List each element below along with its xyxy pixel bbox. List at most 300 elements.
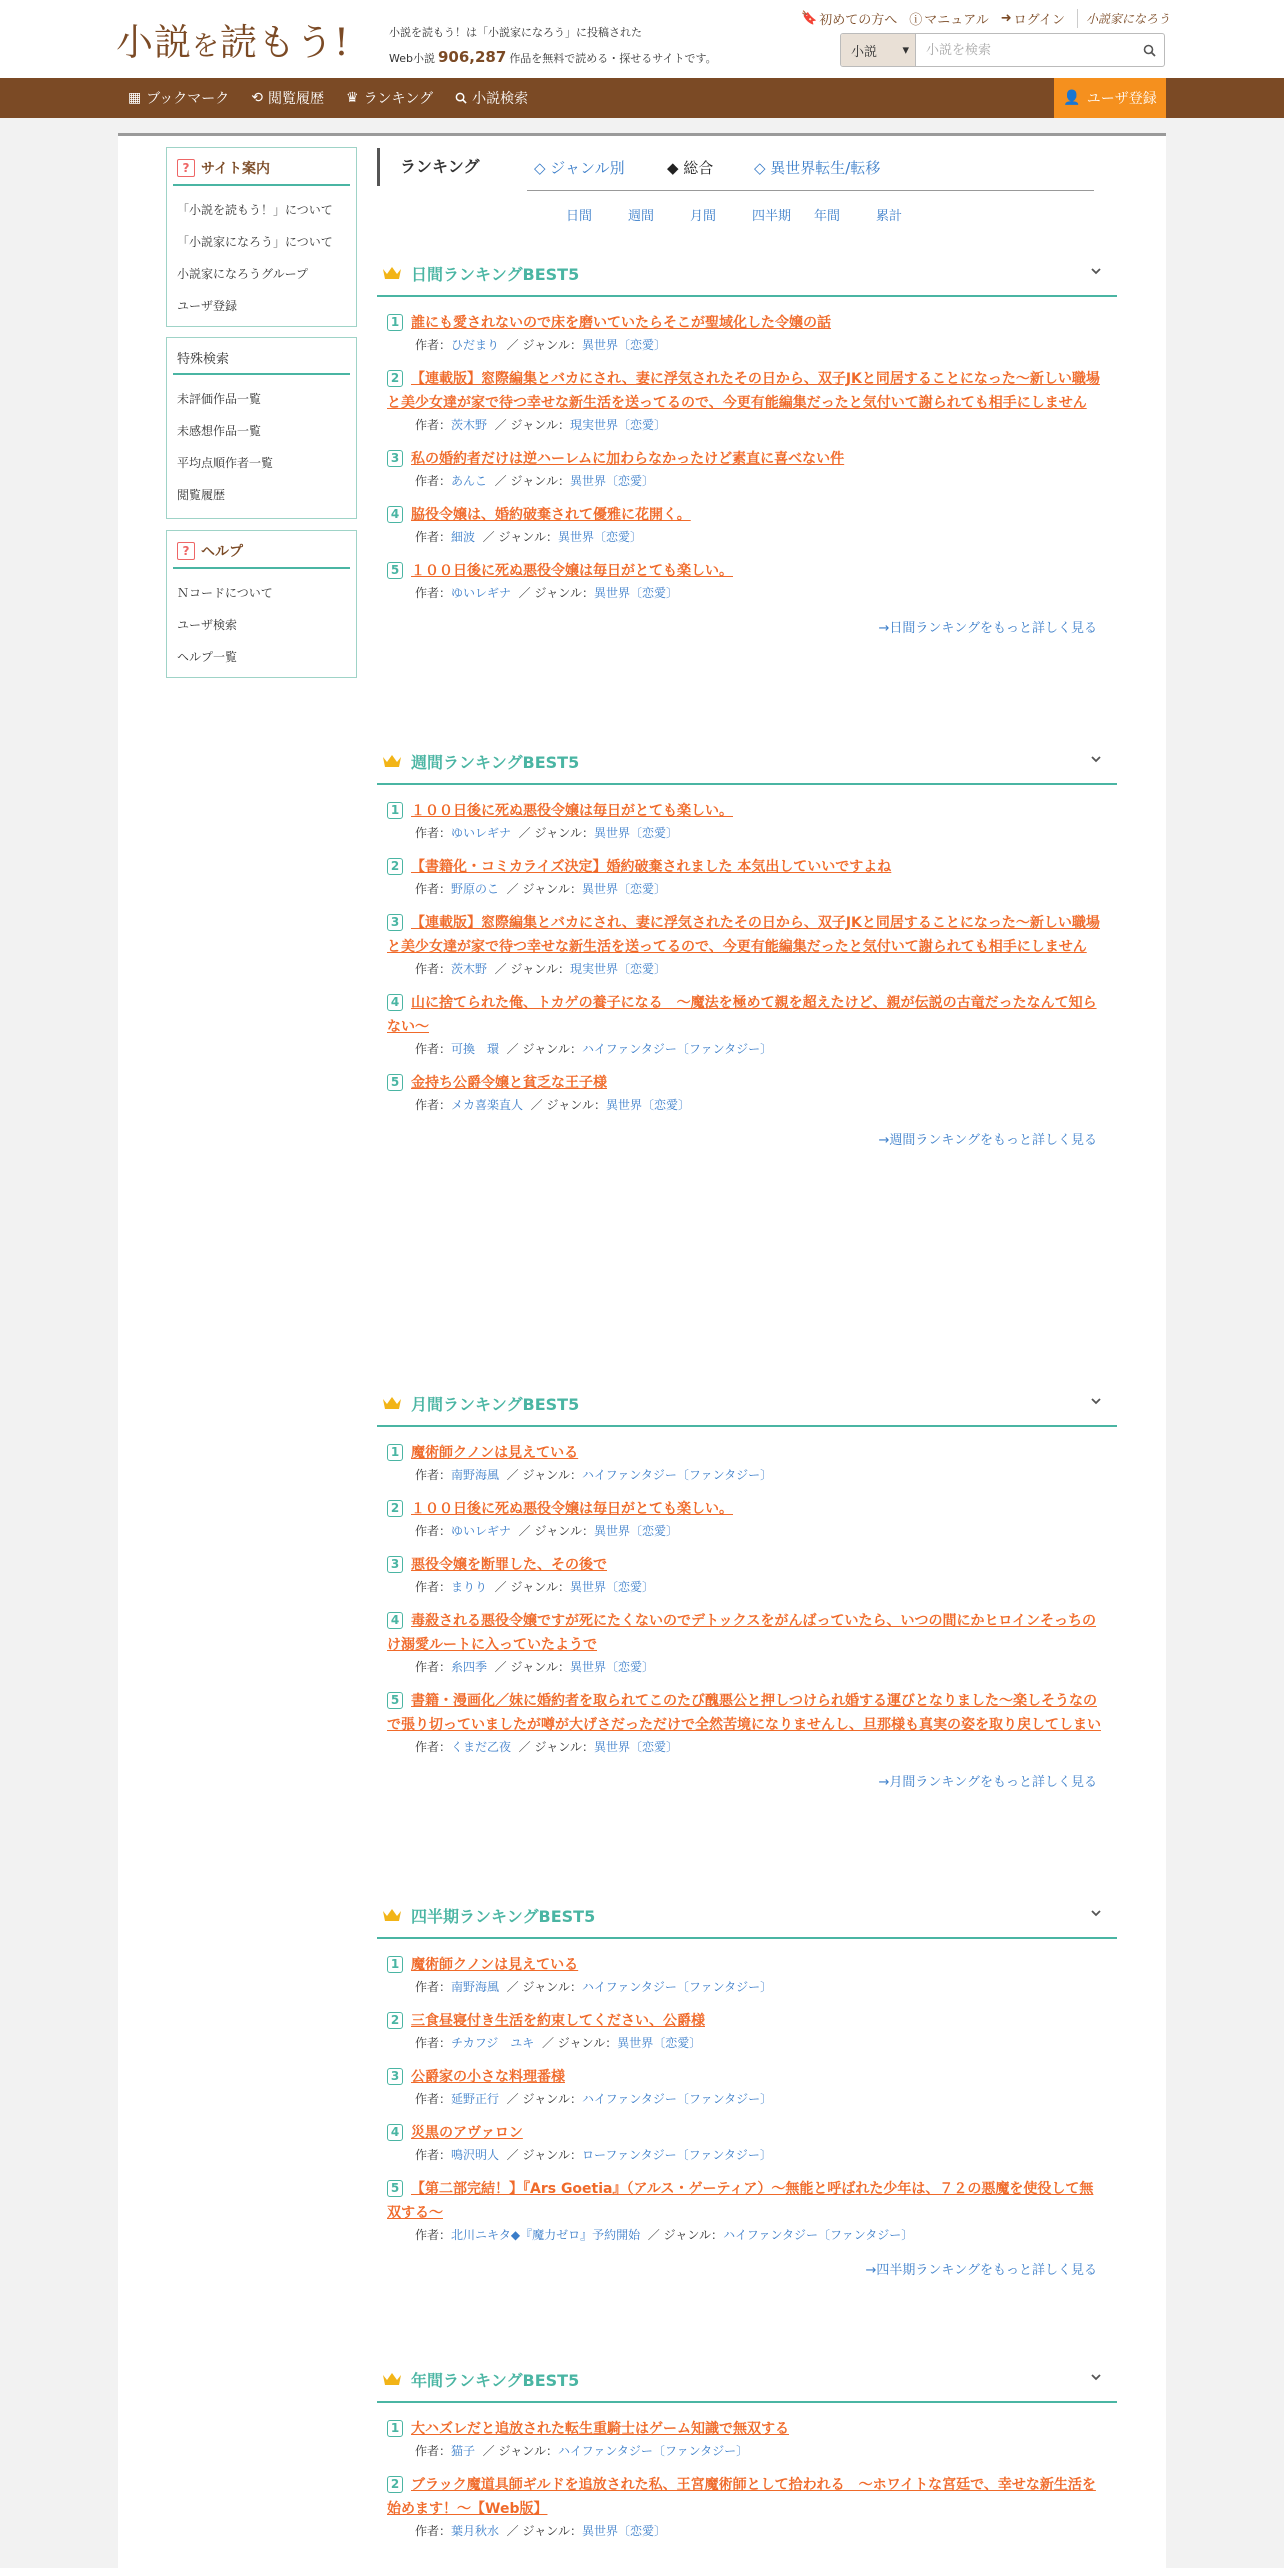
ranking-list bbox=[377, 1427, 1117, 1757]
sidebar-special-title-text: 特殊検索 bbox=[177, 352, 230, 367]
novel-meta bbox=[387, 335, 1107, 355]
author-link[interactable]: 鳴沢明人 bbox=[451, 2148, 500, 2162]
author-label: 作者： bbox=[415, 882, 452, 896]
genre-label: ／ ジャンル： bbox=[518, 1740, 594, 1754]
genre-label: ／ ジャンル： bbox=[494, 962, 570, 976]
tab-total[interactable]: ◆ 総合 bbox=[667, 159, 714, 177]
crown-icon bbox=[381, 1394, 403, 1412]
novel-title-link[interactable] bbox=[387, 311, 1107, 335]
novel-title-link[interactable] bbox=[387, 855, 1107, 879]
rank-number-badge: 1 bbox=[387, 314, 403, 331]
period-cumulative[interactable]: 累計 bbox=[876, 209, 903, 224]
ranking-list bbox=[377, 785, 1117, 1115]
ranking-item bbox=[377, 367, 1117, 435]
author-link[interactable]: 茨木野 bbox=[451, 418, 488, 432]
ranking-section-title: 日間ランキングBEST5 bbox=[411, 264, 580, 284]
novel-meta bbox=[387, 2033, 1107, 2053]
genre-link[interactable]: ハイファンタジー〔ファンタジー〕 bbox=[581, 1980, 773, 1994]
author-label: 作者： bbox=[415, 1524, 452, 1538]
novel-title: 悪役令嬢を断罪した、その後で bbox=[411, 1557, 607, 1573]
rank-number-badge: 2 bbox=[387, 2476, 403, 2493]
novel-title: 三食昼寝付き生活を約束してください、公爵様 bbox=[411, 2013, 705, 2029]
novel-meta bbox=[387, 2225, 1107, 2245]
author-label: 作者： bbox=[415, 338, 452, 352]
sidebar-help-title bbox=[173, 531, 350, 569]
author-link[interactable]: 細波 bbox=[451, 530, 476, 544]
author-label: 作者： bbox=[415, 1580, 452, 1594]
sidebar-item-history[interactable]: 閲覧履歴 bbox=[177, 488, 226, 502]
main-nav bbox=[0, 78, 1284, 118]
genre-label: ／ ジャンル： bbox=[541, 2036, 618, 2050]
rank-number-badge: 1 bbox=[387, 1444, 403, 1461]
author-link[interactable]: 可換 環 bbox=[451, 1042, 500, 1056]
ranking-section-title: 年間ランキングBEST5 bbox=[411, 2370, 580, 2390]
author-label: 作者： bbox=[415, 474, 452, 488]
ranking-section bbox=[377, 251, 1117, 636]
ranking-tab-bar bbox=[377, 148, 1094, 192]
genre-label: ／ ジャンル： bbox=[482, 2444, 558, 2458]
genre-label: ／ ジャンル： bbox=[506, 2148, 582, 2162]
genre-label: ／ ジャンル： bbox=[506, 1468, 582, 1482]
author-link[interactable]: 葉月秋水 bbox=[451, 2524, 500, 2538]
novel-meta bbox=[387, 1977, 1107, 1997]
site-header bbox=[0, 0, 1284, 78]
genre-label: ／ ジャンル： bbox=[518, 586, 594, 600]
nav-bookmark[interactable] bbox=[128, 88, 229, 108]
rank-number-badge: 2 bbox=[387, 2012, 403, 2029]
genre-link[interactable]: 異世界〔恋愛〕 bbox=[593, 1740, 678, 1754]
genre-link[interactable]: ハイファンタジー〔ファンタジー〕 bbox=[581, 2092, 773, 2106]
novel-title-link[interactable] bbox=[387, 1497, 1107, 1521]
rank-number-badge: 5 bbox=[387, 1692, 403, 1709]
novel-title: 金持ち公爵令嬢と貧乏な王子様 bbox=[411, 1075, 607, 1091]
sidebar-help-title-text: ヘルプ bbox=[201, 544, 243, 560]
first-time-label: 初めての方へ bbox=[819, 13, 898, 28]
genre-link[interactable]: ローファンタジー〔ファンタジー〕 bbox=[581, 2148, 772, 2162]
genre-link[interactable]: ハイファンタジー〔ファンタジー〕 bbox=[581, 1042, 773, 1056]
nav-history[interactable] bbox=[251, 88, 324, 108]
author-label: 作者： bbox=[415, 2036, 452, 2050]
author-link[interactable]: 延野正行 bbox=[451, 2092, 500, 2106]
genre-label: ／ ジャンル： bbox=[506, 1980, 582, 1994]
ranking-section-header[interactable] bbox=[377, 1893, 1117, 1939]
rank-number-badge: 5 bbox=[387, 2180, 403, 2197]
novel-title: 大ハズレだと追放された転生重騎士はゲーム知識で無双する bbox=[411, 2421, 789, 2437]
author-label: 作者： bbox=[415, 826, 452, 840]
novel-title: 災黒のアヴァロン bbox=[411, 2125, 523, 2141]
ranking-section-title: 月間ランキングBEST5 bbox=[411, 1394, 580, 1414]
search-box bbox=[840, 33, 1165, 67]
novel-title-link[interactable] bbox=[387, 1689, 1107, 1737]
crown-icon bbox=[381, 1906, 403, 1924]
author-link[interactable]: 南野海風 bbox=[451, 1468, 500, 1482]
nav-search[interactable] bbox=[455, 88, 528, 108]
period-daily[interactable]: 日間 bbox=[566, 209, 593, 224]
novel-meta bbox=[387, 1039, 1107, 1059]
author-link[interactable]: あんこ bbox=[451, 474, 488, 488]
ranking-section-title: 週間ランキングBEST5 bbox=[411, 752, 580, 772]
novel-title: １００日後に死ぬ悪役令嬢は毎日がとても楽しい。 bbox=[411, 1501, 733, 1517]
ranking-list bbox=[377, 1939, 1117, 2245]
sidebar-item-unrated[interactable]: 未評価作品一覧 bbox=[177, 392, 262, 406]
login-link[interactable] bbox=[1001, 9, 1065, 28]
novel-meta bbox=[387, 1737, 1107, 1757]
ranking-item bbox=[377, 311, 1117, 355]
more-ranking-link[interactable]: →週間ランキングをもっと詳しく見る bbox=[878, 1133, 1097, 1148]
help-circle-icon: ⓘ bbox=[909, 13, 923, 28]
nav-history-label: 閲覧履歴 bbox=[268, 91, 324, 107]
more-ranking-link[interactable]: →月間ランキングをもっと詳しく見る bbox=[878, 1775, 1097, 1790]
genre-label: ／ ジャンル： bbox=[494, 474, 570, 488]
novel-title-link[interactable] bbox=[387, 991, 1107, 1039]
novel-title-link[interactable] bbox=[387, 1953, 1107, 1977]
novel-title: ブラック魔道具師ギルドを追放された私、王宮魔術師として拾われる ～ホワイトな宮廷で、幸せな新生活を始めます！～【Web版】 bbox=[387, 2477, 1096, 2517]
novel-title: 脇役令嬢は、婚約破棄されて優雅に花開く。 bbox=[411, 507, 691, 523]
novel-title-link[interactable] bbox=[387, 367, 1107, 415]
chevron-down-icon: ▾ bbox=[902, 42, 909, 58]
author-link[interactable]: 糸四季 bbox=[451, 1660, 488, 1674]
rank-number-badge: 4 bbox=[387, 1612, 403, 1629]
ranking-item bbox=[377, 1071, 1117, 1115]
genre-label: ／ ジャンル： bbox=[506, 338, 582, 352]
ranking-section bbox=[377, 1893, 1117, 2278]
author-link[interactable]: 南野海風 bbox=[451, 1980, 500, 1994]
rank-number-badge: 3 bbox=[387, 1556, 403, 1573]
naro-logo-link[interactable]: 小説家になろう bbox=[1077, 9, 1170, 28]
novel-title: 【連載版】窓際編集とバカにされ、妻に浮気されたその日から、双子JKと同居することになった〜新しい職場と美少女達が家で待つ幸せな新生活を送ってるので、今更有能編集だったと気付いて謝られても相手にしません bbox=[387, 371, 1100, 411]
author-link[interactable]: 野原のこ bbox=[451, 882, 500, 896]
novel-title: 公爵家の小さな料理番様 bbox=[411, 2069, 565, 2085]
sidebar-guide bbox=[166, 147, 357, 327]
user-register-label: ユーザ登録 bbox=[1086, 91, 1157, 107]
ranking-item bbox=[377, 1497, 1117, 1541]
sidebar-item-about-yomou[interactable]: 「小説を読もう！」について bbox=[177, 203, 333, 217]
site-logo[interactable]: 小説を読もう! bbox=[116, 21, 350, 64]
rank-number-badge: 1 bbox=[387, 802, 403, 819]
novel-meta bbox=[387, 2521, 1107, 2541]
novel-title: 毒殺される悪役令嬢ですが死にたくないのでデトックスをがんばっていたら、いつの間にかヒロインそっちのけ溺愛ルートに入っていたようで bbox=[387, 1613, 1097, 1653]
sidebar-help bbox=[166, 530, 357, 678]
ranking-item bbox=[377, 1689, 1117, 1757]
author-link[interactable]: 猫子 bbox=[451, 2444, 476, 2458]
ranking-list bbox=[377, 2403, 1117, 2541]
novel-meta bbox=[387, 1521, 1107, 1541]
chevron-down-icon[interactable] bbox=[1089, 1906, 1103, 1920]
search-button[interactable] bbox=[1134, 34, 1164, 66]
genre-label: ／ ジャンル： bbox=[530, 1098, 606, 1112]
ranking-item bbox=[377, 1609, 1117, 1677]
user-register-button[interactable] bbox=[1054, 78, 1166, 118]
site-description: 小説を読もう！は「小説家になろう」に投稿された bbox=[389, 26, 642, 39]
author-label: 作者： bbox=[415, 2524, 452, 2538]
period-quarterly[interactable]: 四半期 bbox=[752, 209, 792, 224]
ranking-item bbox=[377, 2009, 1117, 2053]
genre-link[interactable]: 異世界〔恋愛〕 bbox=[569, 1660, 654, 1674]
author-label: 作者： bbox=[415, 530, 452, 544]
genre-link[interactable]: 異世界〔恋愛〕 bbox=[593, 586, 678, 600]
novel-meta bbox=[387, 1577, 1107, 1597]
novel-meta bbox=[387, 527, 1107, 547]
login-label: ログイン bbox=[1013, 13, 1065, 28]
genre-label: ／ ジャンル： bbox=[494, 1660, 570, 1674]
period-yearly[interactable]: 年間 bbox=[814, 209, 841, 224]
novel-title-link[interactable] bbox=[387, 503, 1107, 527]
novel-title-link[interactable] bbox=[387, 2177, 1107, 2225]
novel-meta bbox=[387, 1095, 1107, 1115]
author-label: 作者： bbox=[415, 1740, 452, 1754]
ranking-item bbox=[377, 911, 1117, 979]
genre-label: ／ ジャンル： bbox=[494, 418, 570, 432]
sidebar-guide-title bbox=[173, 148, 350, 186]
novel-title: １００日後に死ぬ悪役令嬢は毎日がとても楽しい。 bbox=[411, 563, 733, 579]
novel-title: 魔術師クノンは見えている bbox=[411, 1445, 579, 1461]
ranking-section-header[interactable] bbox=[377, 2357, 1117, 2403]
author-label: 作者： bbox=[415, 1660, 452, 1674]
genre-label: ／ ジャンル： bbox=[506, 2524, 582, 2538]
tab-underline bbox=[527, 190, 1094, 191]
chevron-down-icon[interactable] bbox=[1089, 2370, 1103, 2384]
novel-title-link[interactable] bbox=[387, 799, 1107, 823]
rank-number-badge: 1 bbox=[387, 2420, 403, 2437]
genre-label: ／ ジャンル： bbox=[647, 2228, 724, 2242]
novel-title: 魔術師クノンは見えている bbox=[411, 1957, 579, 1973]
genre-link[interactable]: 異世界〔恋愛〕 bbox=[569, 474, 654, 488]
novel-title-link[interactable] bbox=[387, 447, 1107, 471]
search-icon bbox=[455, 92, 467, 104]
ranking-section-header[interactable] bbox=[377, 251, 1117, 297]
desc-suffix: 作品を無料で読める・探せるサイトです。 bbox=[509, 52, 717, 65]
author-label: 作者： bbox=[415, 1098, 452, 1112]
divider bbox=[118, 133, 1166, 136]
ranking-item bbox=[377, 2473, 1117, 2541]
chevron-down-icon[interactable] bbox=[1089, 752, 1103, 766]
author-link[interactable]: メカ喜楽直人 bbox=[451, 1098, 524, 1112]
author-label: 作者： bbox=[415, 1468, 452, 1482]
genre-label: ／ ジャンル： bbox=[506, 1042, 582, 1056]
author-link[interactable]: ゆいレギナ bbox=[451, 826, 512, 840]
search-type-select[interactable] bbox=[841, 34, 916, 66]
author-label: 作者： bbox=[415, 1042, 452, 1056]
novel-meta bbox=[387, 415, 1107, 435]
genre-label: ／ ジャンル： bbox=[518, 826, 594, 840]
sidebar-item-no-impression[interactable]: 未感想作品一覧 bbox=[177, 424, 262, 438]
sidebar-item-avg-score-authors[interactable]: 平均点順作者一覧 bbox=[177, 456, 274, 470]
genre-link[interactable]: 異世界〔恋愛〕 bbox=[605, 1098, 690, 1112]
search-type-value: 小説 bbox=[851, 44, 878, 60]
genre-link[interactable]: 現実世界〔恋愛〕 bbox=[569, 418, 666, 432]
manual-link[interactable] bbox=[909, 9, 989, 28]
novel-title: 【書籍化・コミカライズ決定】婚約破棄されました 本気出していいですよね bbox=[411, 859, 892, 875]
genre-link[interactable]: 異世界〔恋愛〕 bbox=[581, 338, 666, 352]
genre-link[interactable]: 異世界〔恋愛〕 bbox=[581, 2524, 666, 2538]
top-links bbox=[780, 9, 1170, 28]
novel-title: 山に捨てられた俺、トカゲの養子になる 〜魔法を極めて親を超えたけど、親が伝説の古竜だったなんて知らない〜 bbox=[387, 995, 1097, 1035]
rank-number-badge: 4 bbox=[387, 2124, 403, 2141]
genre-label: ／ ジャンル： bbox=[494, 1580, 570, 1594]
sidebar-item-ncode[interactable]: Ｎコードについて bbox=[177, 586, 273, 600]
author-link[interactable]: まりり bbox=[451, 1580, 488, 1594]
genre-label: ／ ジャンル： bbox=[482, 530, 558, 544]
rank-number-badge: 2 bbox=[387, 858, 403, 875]
history-icon: ⟲ bbox=[251, 90, 263, 106]
genre-link[interactable]: 異世界〔恋愛〕 bbox=[569, 1580, 654, 1594]
novel-title-link[interactable] bbox=[387, 2121, 1107, 2145]
author-link[interactable]: 北川ニキタ◆『魔力ゼロ』予約開始 bbox=[451, 2228, 641, 2242]
sidebar-special-search bbox=[166, 337, 357, 519]
sidebar-item-help-list[interactable]: ヘルプ一覧 bbox=[177, 650, 238, 664]
author-label: 作者： bbox=[415, 2228, 452, 2242]
genre-label: ／ ジャンル： bbox=[506, 2092, 582, 2106]
crown-icon bbox=[381, 264, 403, 282]
ranking-section-title: 四半期ランキングBEST5 bbox=[411, 1906, 596, 1926]
ranking-item bbox=[377, 2065, 1117, 2109]
ranking-item bbox=[377, 1553, 1117, 1597]
novel-meta bbox=[387, 959, 1107, 979]
ranking-section bbox=[377, 1381, 1117, 1790]
question-icon: ? bbox=[177, 542, 195, 560]
novel-title-link[interactable] bbox=[387, 1441, 1107, 1465]
author-label: 作者： bbox=[415, 586, 452, 600]
sidebar-item-user-search[interactable]: ユーザ検索 bbox=[177, 618, 238, 632]
nav-ranking-label: ランキング bbox=[363, 91, 434, 107]
genre-link[interactable]: ハイファンタジー〔ファンタジー〕 bbox=[723, 2228, 914, 2242]
novel-title: 【第二部完結！】『Ars Goetia』（アルス・ゲーティア）～無能と呼ばれた少年は、７２の悪魔を使役して無双する～ bbox=[387, 2181, 1094, 2221]
ranking-item bbox=[377, 503, 1117, 547]
novel-title-link[interactable] bbox=[387, 1553, 1107, 1577]
author-link[interactable]: くまだ乙夜 bbox=[451, 1740, 512, 1754]
manual-label: マニュアル bbox=[924, 13, 989, 28]
search-input[interactable] bbox=[916, 34, 1134, 66]
more-ranking-link[interactable]: →四半期ランキングをもっと詳しく見る bbox=[865, 2263, 1097, 2278]
user-icon: 👤 bbox=[1063, 90, 1081, 106]
crown-icon bbox=[381, 752, 403, 770]
novel-meta bbox=[387, 471, 1107, 491]
novel-title: 誰にも愛されないので床を磨いていたらそこが聖域化した令嬢の話 bbox=[411, 315, 831, 331]
sidebar-item-narou-group[interactable]: 小説家になろうグループ bbox=[177, 267, 309, 281]
ranking-section-header[interactable] bbox=[377, 1381, 1117, 1427]
ranking-item bbox=[377, 447, 1117, 491]
author-label: 作者： bbox=[415, 2444, 452, 2458]
genre-label: ／ ジャンル： bbox=[506, 882, 582, 896]
genre-link[interactable]: 異世界〔恋愛〕 bbox=[581, 882, 666, 896]
ranking-item bbox=[377, 559, 1117, 603]
rank-number-badge: 3 bbox=[387, 2068, 403, 2085]
site-work-count bbox=[389, 48, 717, 66]
rank-number-badge: 3 bbox=[387, 450, 403, 467]
more-ranking-link[interactable]: →日間ランキングをもっと詳しく見る bbox=[878, 621, 1097, 636]
tab-ranking[interactable]: ランキング bbox=[377, 148, 498, 186]
novel-title-link[interactable] bbox=[387, 2473, 1107, 2521]
rank-number-badge: 2 bbox=[387, 370, 403, 387]
novel-meta bbox=[387, 1465, 1107, 1485]
rank-number-badge: 2 bbox=[387, 1500, 403, 1517]
author-label: 作者： bbox=[415, 1980, 452, 1994]
novel-title: 私の婚約者だけは逆ハーレムに加わらなかったけど素直に喜べない件 bbox=[411, 451, 845, 467]
sidebar-item-user-register[interactable]: ユーザ登録 bbox=[177, 299, 238, 313]
author-link[interactable]: チカフジ ユキ bbox=[451, 2036, 535, 2050]
novel-meta bbox=[387, 583, 1107, 603]
ranking-item bbox=[377, 855, 1117, 899]
author-link[interactable]: ひだまり bbox=[451, 338, 500, 352]
novel-title: 【連載版】窓際編集とバカにされ、妻に浮気されたその日から、双子JKと同居することになった〜新しい職場と美少女達が家で待つ幸せな新生活を送ってるので、今更有能編集だったと気付いて謝られても相手にしません bbox=[387, 915, 1100, 955]
login-icon: ➜ bbox=[1000, 11, 1012, 26]
genre-link[interactable]: 異世界〔恋愛〕 bbox=[593, 1524, 678, 1538]
crown-icon: ♛ bbox=[346, 90, 359, 106]
rank-number-badge: 5 bbox=[387, 1074, 403, 1091]
author-label: 作者： bbox=[415, 2148, 452, 2162]
question-icon: ? bbox=[177, 159, 195, 177]
rank-number-badge: 4 bbox=[387, 994, 403, 1011]
author-link[interactable]: ゆいレギナ bbox=[451, 1524, 512, 1538]
author-link[interactable]: ゆいレギナ bbox=[451, 586, 512, 600]
search-icon bbox=[1143, 44, 1156, 57]
ranking-item bbox=[377, 1953, 1117, 1997]
tab-genre[interactable]: ◇ ジャンル別 bbox=[534, 159, 625, 177]
sidebar-guide-title-text: サイト案内 bbox=[201, 161, 271, 177]
author-label: 作者： bbox=[415, 962, 452, 976]
novel-title-link[interactable] bbox=[387, 2009, 1107, 2033]
novel-meta bbox=[387, 2145, 1107, 2165]
rank-number-badge: 4 bbox=[387, 506, 403, 523]
rank-number-badge: 3 bbox=[387, 914, 403, 931]
novel-title-link[interactable] bbox=[387, 911, 1107, 959]
chevron-down-icon[interactable] bbox=[1089, 1394, 1103, 1408]
genre-link[interactable]: 現実世界〔恋愛〕 bbox=[569, 962, 666, 976]
ranking-item bbox=[377, 1441, 1117, 1485]
novel-title: 書籍・漫画化／妹に婚約者を取られてこのたび醜悪公と押しつけられ婚する運びとなりました～楽しそうなので張り切っていましたが噂が大げさだっただけで全然苦境になりませんし、旦那様も真実の姿を取り戻してしまい bbox=[387, 1693, 1101, 1733]
author-label: 作者： bbox=[415, 2092, 452, 2106]
sidebar-special-title bbox=[173, 338, 350, 375]
novel-meta bbox=[387, 2089, 1107, 2109]
period-monthly[interactable]: 月間 bbox=[690, 209, 717, 224]
ranking-item bbox=[377, 2177, 1117, 2245]
period-links bbox=[566, 205, 938, 224]
genre-link[interactable]: ハイファンタジー〔ファンタジー〕 bbox=[557, 2444, 749, 2458]
list-icon: ▦ bbox=[128, 90, 142, 106]
ranking-item bbox=[377, 2417, 1117, 2461]
novel-meta bbox=[387, 879, 1107, 899]
ranking-item bbox=[377, 799, 1117, 843]
rank-number-badge: 1 bbox=[387, 1956, 403, 1973]
novel-title-link[interactable] bbox=[387, 2417, 1107, 2441]
novel-title: １００日後に死ぬ悪役令嬢は毎日がとても楽しい。 bbox=[411, 803, 733, 819]
period-weekly[interactable]: 週間 bbox=[628, 209, 655, 224]
ranking-item bbox=[377, 991, 1117, 1059]
genre-link[interactable]: 異世界〔恋愛〕 bbox=[557, 530, 642, 544]
tab-isekai[interactable]: ◇ 異世界転生/転移 bbox=[754, 159, 881, 177]
sidebar-item-about-narou[interactable]: 「小説家になろう」について bbox=[177, 235, 333, 249]
novel-title-link[interactable] bbox=[387, 559, 1107, 583]
author-label: 作者： bbox=[415, 418, 452, 432]
chevron-down-icon[interactable] bbox=[1089, 264, 1103, 278]
novel-title-link[interactable] bbox=[387, 2065, 1107, 2089]
ranking-section-header[interactable] bbox=[377, 739, 1117, 785]
genre-link[interactable]: ハイファンタジー〔ファンタジー〕 bbox=[581, 1468, 773, 1482]
desc-prefix: Web小説 bbox=[389, 52, 435, 65]
nav-bookmark-label: ブックマーク bbox=[146, 91, 230, 107]
work-count: 906,287 bbox=[437, 48, 507, 66]
genre-link[interactable]: 異世界〔恋愛〕 bbox=[617, 2036, 702, 2050]
first-time-link[interactable] bbox=[801, 9, 897, 28]
novel-title-link[interactable] bbox=[387, 1609, 1107, 1657]
novel-title-link[interactable] bbox=[387, 1071, 1107, 1095]
genre-link[interactable]: 異世界〔恋愛〕 bbox=[593, 826, 678, 840]
genre-label: ／ ジャンル： bbox=[518, 1524, 594, 1538]
nav-ranking[interactable] bbox=[346, 88, 433, 108]
author-link[interactable]: 茨木野 bbox=[451, 962, 488, 976]
nav-search-label: 小説検索 bbox=[472, 91, 529, 107]
ranking-section bbox=[377, 2357, 1117, 2553]
